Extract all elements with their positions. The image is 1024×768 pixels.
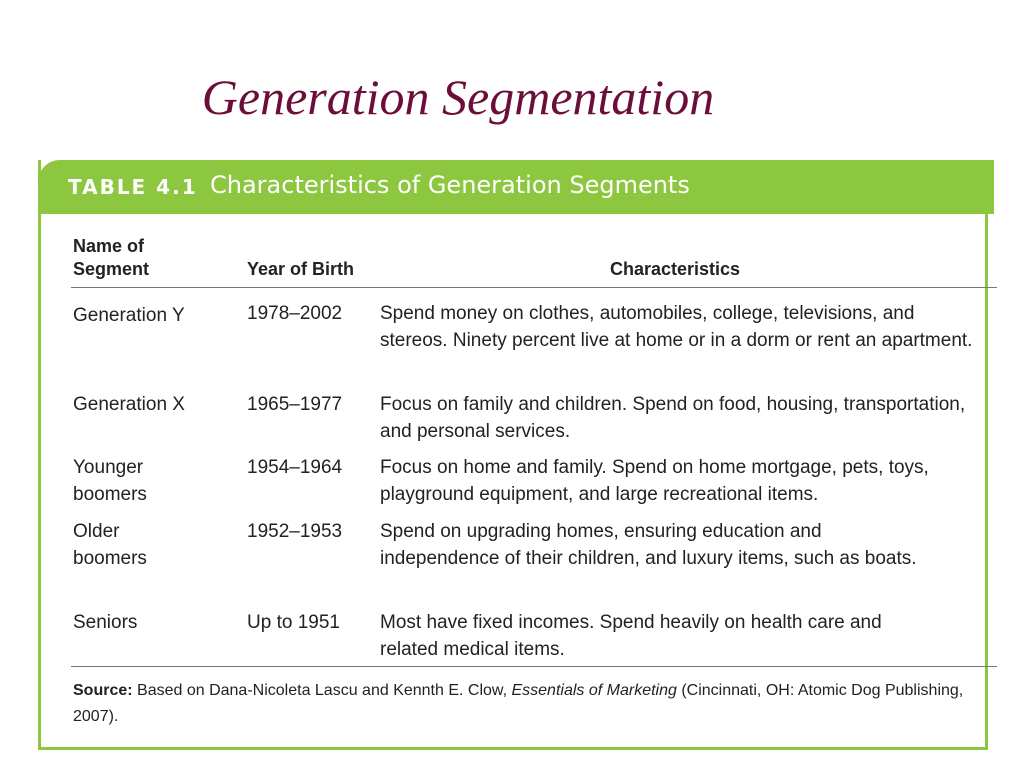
slide-title: Generation Segmentation — [201, 69, 715, 125]
segment-cell: Generation Y — [73, 305, 185, 326]
table-panel — [38, 160, 988, 750]
year-cell: 1978–2002 — [247, 303, 343, 324]
segment-cell: Seniors — [73, 612, 138, 633]
table-header-bar — [38, 160, 994, 214]
source-label: Source: — [73, 682, 133, 699]
year-cell: 1954–1964 — [247, 457, 343, 478]
characteristics-cell: Focus on family and children. Spend on food, housing, transportation, and personal services. — [380, 394, 966, 442]
year-cell: Up to 1951 — [247, 612, 340, 633]
source-text-before: Based on Dana-Nicoleta Lascu and Kennth E. Clow, — [132, 682, 512, 699]
characteristics-cell: Spend money on clothes, automobiles, college, televisions, and stereos. Ninety percent live at home or in a dorm or rent an apartment. — [380, 303, 973, 351]
source-text-after: (Cincinnati, OH: Atomic Dog Publishing, 2007). — [73, 682, 964, 725]
column-header-segment-line2: Segment — [73, 259, 150, 279]
characteristics-cell: Most have fixed incomes. Spend heavily on health care and related medical items. — [380, 612, 882, 660]
year-cell: 1952–1953 — [247, 521, 343, 542]
header-divider — [71, 287, 997, 288]
segment-cell: Generation X — [73, 394, 185, 415]
source-note — [73, 678, 973, 730]
source-book-title: Essentials of Marketing — [511, 682, 677, 699]
characteristics-cell: Focus on home and family. Spend on home mortgage, pets, toys, playground equipment, and large recreational items. — [380, 457, 929, 505]
column-header-segment — [73, 235, 149, 281]
table-caption: Characteristics of Generation Segments — [210, 171, 690, 199]
footer-divider — [71, 666, 997, 667]
column-header-segment-line1: Name of — [73, 236, 145, 256]
segment-cell: Younger boomers — [73, 457, 147, 505]
table-number: TABLE 4.1 — [68, 175, 198, 199]
characteristics-cell: Spend on upgrading homes, ensuring education and independence of their children, and luxury items, such as boats. — [380, 521, 917, 569]
year-cell: 1965–1977 — [247, 394, 343, 415]
column-header-characteristics: Characteristics — [610, 259, 741, 279]
segment-cell: Older boomers — [73, 521, 147, 569]
column-header-year: Year of Birth — [247, 259, 355, 279]
